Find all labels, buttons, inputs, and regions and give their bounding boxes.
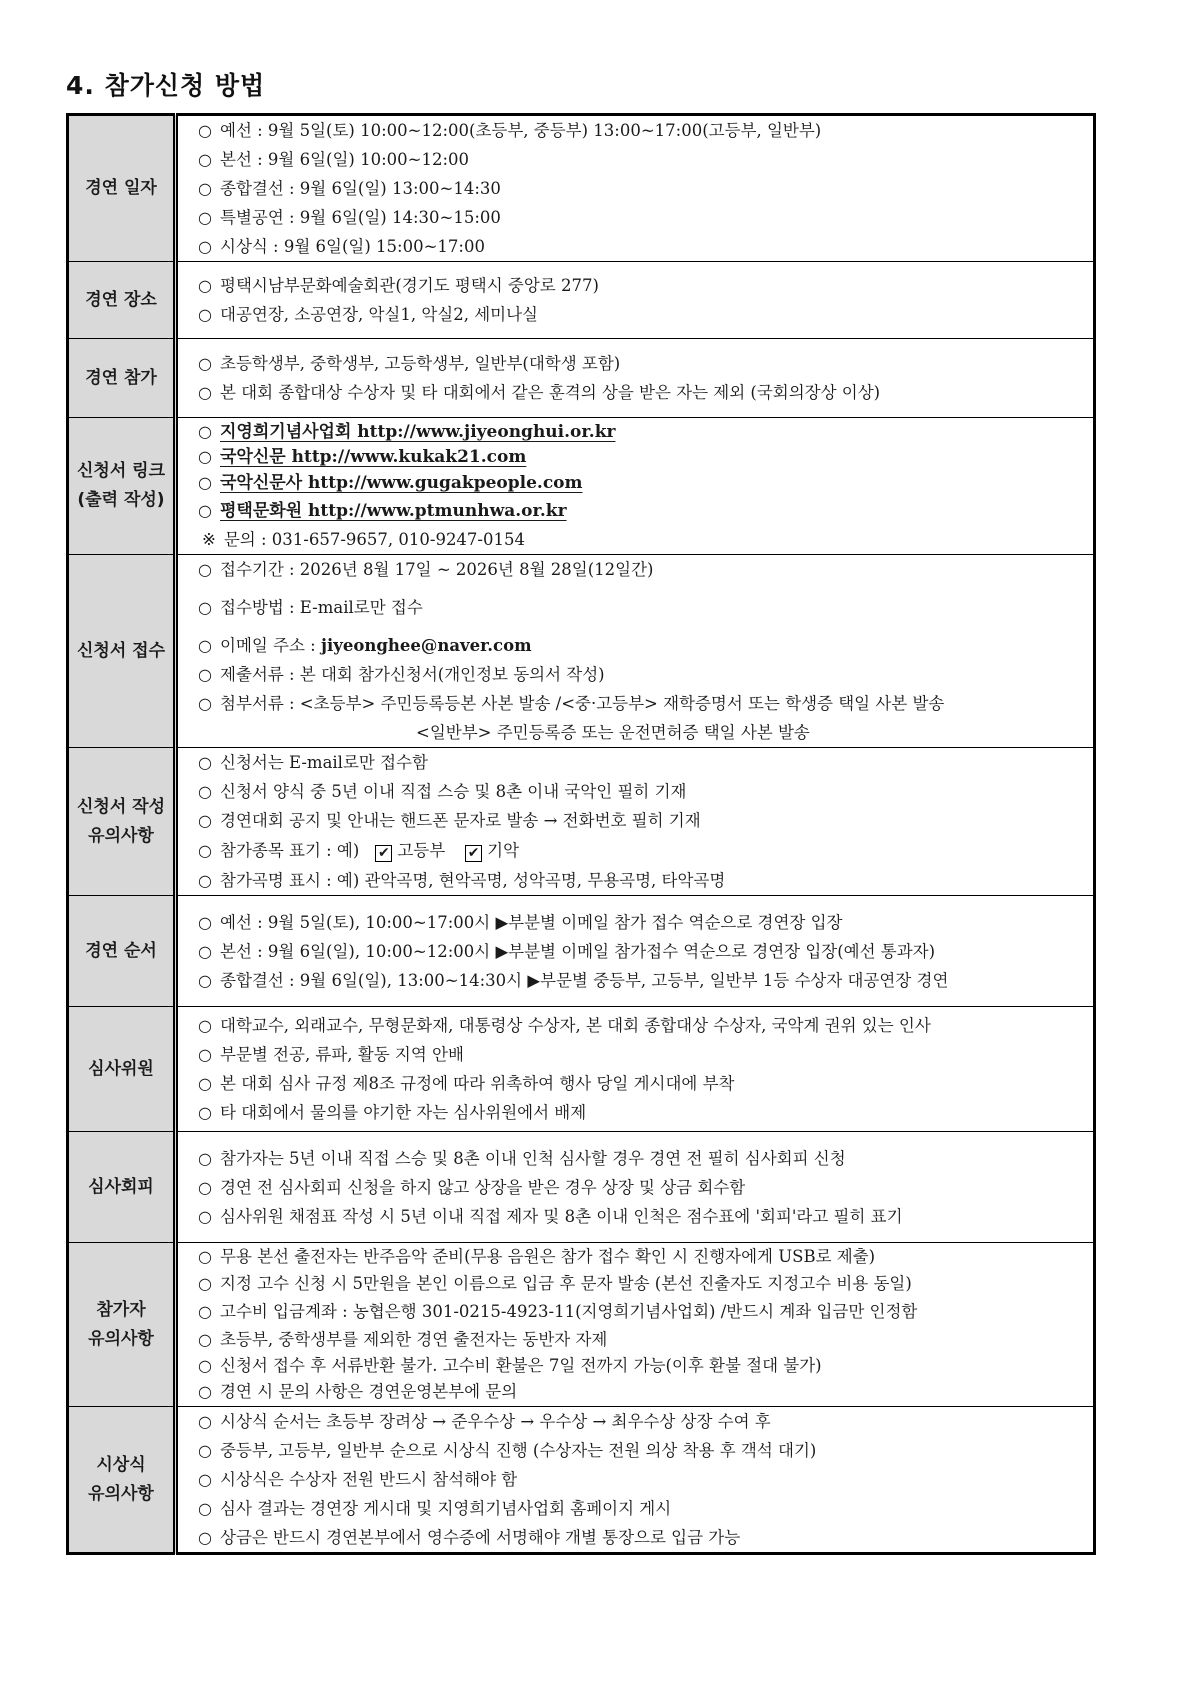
row-schedule xyxy=(68,115,1095,262)
bullet-icon: ○ xyxy=(198,636,212,655)
bullet-icon: ○ xyxy=(198,1148,212,1168)
bullet-icon: ○ xyxy=(198,871,212,890)
bullet-icon: ○ xyxy=(198,1441,212,1460)
content-order xyxy=(176,896,1095,1007)
list-item: ○ 본선 : 9월 6일(일), 10:00~12:00시 ▶부분별 이메일 참가접수 역순으로 경연장 입장(예선 통과자) xyxy=(178,937,1093,966)
list-item: ○ 중등부, 고등부, 일반부 순으로 시상식 진행 (수상자는 전원 의상 착용 후 객석 대기) xyxy=(178,1436,1093,1465)
contact-note: ※ 문의 : 031-657-9657, 010-9247-0154 xyxy=(202,530,525,549)
list-item: ○ 예선 : 9월 5일(토) 10:00~12:00(초등부, 중등부) 13:00~17:00(고등부, 일반부) xyxy=(178,116,1093,145)
content-reception xyxy=(176,555,1095,748)
row-participation xyxy=(68,339,1095,418)
list-item xyxy=(178,468,1093,496)
content-participant-notes xyxy=(176,1243,1095,1407)
row-ceremony-notes xyxy=(68,1407,1095,1554)
list-item: ○ 이메일 주소 : jiyeonghee@naver.com xyxy=(178,631,1093,660)
bullet-icon: ○ xyxy=(198,1247,212,1266)
row-form-notes xyxy=(68,748,1095,896)
list-item: ○ 본 대회 심사 규정 제8조 규정에 따라 위촉하여 행사 당일 게시대에 부착 xyxy=(178,1069,1093,1098)
row-order xyxy=(68,896,1095,1007)
bullet-icon: ○ xyxy=(198,811,212,830)
checkbox-checked-icon: ✔ xyxy=(375,845,392,862)
bullet-icon: ○ xyxy=(198,305,212,324)
bullet-icon: ○ xyxy=(198,1302,212,1321)
list-item: ○ 예선 : 9월 5일(토), 10:00~17:00시 ▶부분별 이메일 참가 접수 역순으로 경연장 입장 xyxy=(178,908,1093,937)
list-item: ○ 본 대회 종합대상 수상자 및 타 대회에서 같은 훈격의 상을 받은 자는 제외 (국회의장상 이상) xyxy=(178,378,1093,407)
list-item: ○ 접수기간 : 2026년 8월 17일 ~ 2026년 8월 28일(12일간) xyxy=(178,555,1093,584)
bullet-icon: ○ xyxy=(198,1045,212,1064)
link-gugakpeople[interactable]: 국악신문사 http://www.gugakpeople.com xyxy=(220,473,583,493)
content-venue xyxy=(176,262,1095,339)
link-kukak21[interactable]: 국악신문 http://www.kukak21.com xyxy=(220,447,527,467)
list-item: ○ 경연 시 문의 사항은 경연운영본부에 문의 xyxy=(178,1378,1093,1406)
list-item-continued: <일반부> 주민등록증 또는 운전면허증 택일 사본 발송 xyxy=(416,723,810,742)
list-item xyxy=(178,496,1093,524)
list-item: ○ 초등학생부, 중학생부, 고등학생부, 일반부(대학생 포함) xyxy=(178,349,1093,378)
list-item: ○ 대학교수, 외래교수, 무형문화재, 대통령상 수상자, 본 대회 종합대상 수상자, 국악계 권위 있는 인사 xyxy=(178,1011,1093,1040)
bullet-icon: ○ xyxy=(198,1412,212,1431)
row-links xyxy=(68,418,1095,555)
label-reception: 신청서 접수 xyxy=(68,555,176,748)
link-jiyeonghui[interactable]: 지영희기념사업회 http://www.jiyeonghui.or.kr xyxy=(220,422,616,442)
label-form-notes: 신청서 작성 유의사항 xyxy=(68,748,176,896)
list-item: ○ 타 대회에서 물의를 야기한 자는 심사위원에서 배제 xyxy=(178,1098,1093,1127)
label-links: 신청서 링크 (출력 작성) xyxy=(68,418,176,555)
content-judges xyxy=(176,1007,1095,1132)
list-item: ○ 평택시남부문화예술회관(경기도 평택시 중앙로 277) xyxy=(178,271,1093,300)
bullet-icon: ○ xyxy=(198,782,212,801)
bullet-icon: ○ xyxy=(198,560,212,579)
bullet-icon: ○ xyxy=(198,1470,212,1489)
list-item: ○ 심사 결과는 경연장 게시대 및 지영희기념사업회 홈페이지 게시 xyxy=(178,1494,1093,1523)
bullet-icon: ○ xyxy=(198,1330,212,1349)
bullet-icon: ○ xyxy=(198,941,212,961)
label-venue: 경연 장소 xyxy=(68,262,176,339)
list-item: ○ 심사위원 채점표 작성 시 5년 이내 직접 제자 및 8촌 이내 인척은 점수표에 '회피'라고 필히 표기 xyxy=(178,1202,1093,1231)
bullet-icon: ○ xyxy=(198,276,212,295)
bullet-icon: ○ xyxy=(198,1206,212,1226)
bullet-icon: ○ xyxy=(198,841,212,860)
label-participant-notes: 참가자 유의사항 xyxy=(68,1243,176,1407)
list-item: ○ 고수비 입금계좌 : 농협은행 301-0215-4923-11(지영희기념사업회) /반드시 계좌 입금만 인정함 xyxy=(178,1298,1093,1326)
label-order: 경연 순서 xyxy=(68,896,176,1007)
bullet-icon: ○ xyxy=(198,354,212,373)
content-schedule xyxy=(176,115,1095,262)
bullet-icon: ○ xyxy=(198,1356,212,1375)
list-item: ○ 참가자는 5년 이내 직접 스승 및 8촌 이내 인척 심사할 경우 경연 전 필히 심사회피 신청 xyxy=(178,1144,1093,1173)
bullet-icon: ○ xyxy=(198,501,212,520)
list-item: ○ 첨부서류 : <초등부> 주민등록등본 사본 발송 /<중·고등부> 재학증명서 또는 학생증 택일 사본 발송 xyxy=(178,689,1093,718)
list-item: ○ 경연대회 공지 및 안내는 핸드폰 문자로 발송 → 전화번호 필히 기재 xyxy=(178,806,1093,835)
row-recusal xyxy=(68,1132,1095,1243)
bullet-icon: ○ xyxy=(198,150,212,169)
bullet-icon: ○ xyxy=(198,753,212,772)
label-schedule: 경연 일자 xyxy=(68,115,176,262)
list-item: ○ 신청서 접수 후 서류반환 불가. 고수비 환불은 7일 전까지 가능(이후 환불 절대 불가) xyxy=(178,1353,1093,1378)
list-item: ○ 접수방법 : E-mail로만 접수 xyxy=(178,593,1093,622)
bullet-icon: ○ xyxy=(198,447,212,466)
list-item xyxy=(178,418,1093,442)
bullet-icon: ○ xyxy=(198,1016,212,1035)
bullet-icon: ○ xyxy=(198,1177,212,1197)
list-item: ○ 대공연장, 소공연장, 악실1, 악실2, 세미나실 xyxy=(178,300,1093,329)
checkbox-checked-icon: ✔ xyxy=(465,845,482,862)
list-item: ○ 초등부, 중학생부를 제외한 경연 출전자는 동반자 자제 xyxy=(178,1326,1093,1353)
bullet-icon: ○ xyxy=(198,1528,212,1547)
content-ceremony-notes xyxy=(176,1407,1095,1554)
note-mark: ※ xyxy=(202,530,216,549)
label-recusal: 심사회피 xyxy=(68,1132,176,1243)
list-item: ○ 참가종목 표기 : 예) ✔ 고등부 ✔ 기악 xyxy=(178,835,1093,866)
bullet-icon: ○ xyxy=(198,422,212,441)
bullet-icon: ○ xyxy=(198,383,212,402)
label-ceremony-notes: 시상식 유의사항 xyxy=(68,1407,176,1554)
list-item: ○ 지정 고수 신청 시 5만원을 본인 이름으로 입금 후 문자 발송 (본선 진출자도 지정고수 비용 동일) xyxy=(178,1270,1093,1298)
bullet-icon: ○ xyxy=(198,1499,212,1518)
list-item: ○ 상금은 반드시 경연본부에서 영수증에 서명해야 개별 통장으로 입금 가능 xyxy=(178,1523,1093,1552)
list-item: ○ 신청서는 E-mail로만 접수함 xyxy=(178,748,1093,777)
row-participant-notes xyxy=(68,1243,1095,1407)
list-item: ○ 부문별 전공, 류파, 활동 지역 안배 xyxy=(178,1040,1093,1069)
list-item: ○ 참가곡명 표시 : 예) 관악곡명, 현악곡명, 성악곡명, 무용곡명, 타악곡명 xyxy=(178,866,1093,895)
content-form-notes xyxy=(176,748,1095,896)
bullet-icon: ○ xyxy=(198,1103,212,1122)
section-title: 4. 참가신청 방법 xyxy=(66,71,266,100)
label-participation: 경연 참가 xyxy=(68,339,176,418)
row-venue xyxy=(68,262,1095,339)
row-reception xyxy=(68,555,1095,748)
bullet-icon: ○ xyxy=(198,121,212,140)
content-links xyxy=(176,418,1095,555)
bullet-icon: ○ xyxy=(198,473,212,492)
list-item: ○ 종합결선 : 9월 6일(일) 13:00~14:30 xyxy=(178,174,1093,203)
bullet-icon: ○ xyxy=(198,970,212,990)
bullet-icon: ○ xyxy=(198,1074,212,1093)
bullet-icon: ○ xyxy=(198,598,212,617)
link-ptmunhwa[interactable]: 평택문화원 http://www.ptmunhwa.or.kr xyxy=(220,501,567,521)
bullet-icon: ○ xyxy=(198,1382,212,1401)
bullet-icon: ○ xyxy=(198,665,212,684)
bullet-icon: ○ xyxy=(198,1274,212,1293)
list-item: ○ 제출서류 : 본 대회 참가신청서(개인정보 동의서 작성) xyxy=(178,660,1093,689)
list-item xyxy=(178,442,1093,468)
list-item: ○ 특별공연 : 9월 6일(일) 14:30~15:00 xyxy=(178,203,1093,232)
content-participation xyxy=(176,339,1095,418)
email-address[interactable]: jiyeonghee@naver.com xyxy=(321,636,532,655)
list-item: ○ 시상식은 수상자 전원 반드시 참석해야 함 xyxy=(178,1465,1093,1494)
list-item: ○ 종합결선 : 9월 6일(일), 13:00~14:30시 ▶부문별 중등부, 고등부, 일반부 1등 수상자 대공연장 경연 xyxy=(178,966,1093,995)
list-item: ○ 신청서 양식 중 5년 이내 직접 스승 및 8촌 이내 국악인 필히 기재 xyxy=(178,777,1093,806)
row-judges xyxy=(68,1007,1095,1132)
application-info-table xyxy=(66,113,1096,1555)
bullet-icon: ○ xyxy=(198,179,212,198)
bullet-icon: ○ xyxy=(198,912,212,932)
list-item: ○ 경연 전 심사회피 신청을 하지 않고 상장을 받은 경우 상장 및 상금 회수함 xyxy=(178,1173,1093,1202)
label-judges: 심사위원 xyxy=(68,1007,176,1132)
list-item: ○ 시상식 : 9월 6일(일) 15:00~17:00 xyxy=(178,232,1093,261)
list-item: ○ 본선 : 9월 6일(일) 10:00~12:00 xyxy=(178,145,1093,174)
content-recusal xyxy=(176,1132,1095,1243)
bullet-icon: ○ xyxy=(198,694,212,713)
list-item: ○ 시상식 순서는 초등부 장려상 → 준우수상 → 우수상 → 최우수상 상장 수여 후 xyxy=(178,1407,1093,1436)
bullet-icon: ○ xyxy=(198,237,212,256)
list-item: ○ 무용 본선 출전자는 반주음악 준비(무용 음원은 참가 접수 확인 시 진행자에게 USB로 제출) xyxy=(178,1243,1093,1270)
bullet-icon: ○ xyxy=(198,208,212,227)
